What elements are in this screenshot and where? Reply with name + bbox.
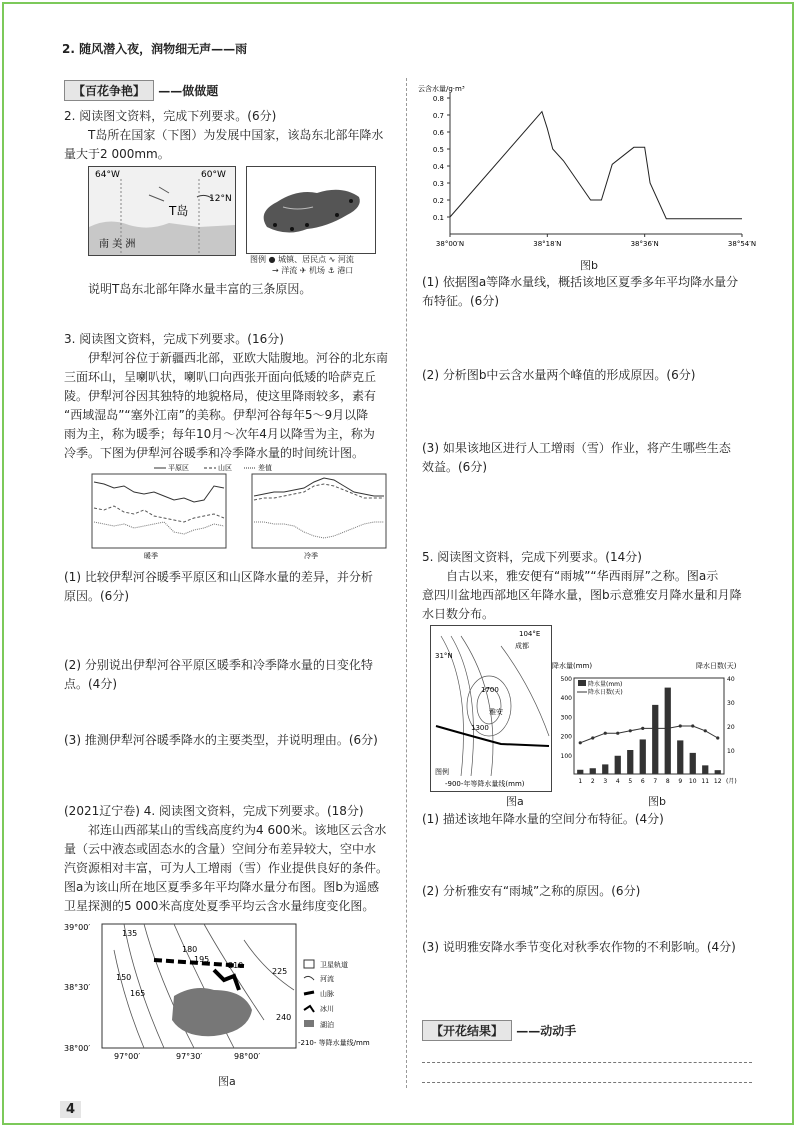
y-axis-label: 降水量(mm)	[552, 662, 593, 670]
legend-mountain: 山区	[218, 464, 232, 472]
y2-axis-label: 降水日数(天)	[696, 662, 737, 670]
q5-figure-a-caption: 图a	[506, 795, 524, 808]
legend-item-river: 河流	[337, 255, 354, 264]
legend-satellite: 卫星轨道	[320, 961, 348, 969]
lat-label: 31°N	[435, 652, 453, 660]
q3-line: 陵。伊犁河谷因其独特的地貌格局，使这里降雨较多，素有	[64, 389, 377, 403]
airport-icon: ✈	[299, 266, 310, 275]
q3-line: 冷季。下图为伊犁河谷暖季和冷季降水量的时间统计图。	[64, 446, 365, 460]
anchor-icon: ⚓	[327, 266, 338, 275]
q4-subquestion-1	[422, 273, 762, 311]
precip-bar	[640, 739, 646, 774]
q3-stem: 3. 阅读图文资料，完成下列要求。(16分)	[64, 332, 284, 346]
legend-lake: 湖泊	[320, 1021, 334, 1029]
precip-bar	[690, 753, 696, 774]
lat-label: 39°00′	[64, 923, 91, 932]
rain-days-point	[716, 736, 719, 739]
section-heading-practice-hands-on	[422, 1020, 576, 1041]
q5-line: 水日数分布。	[422, 607, 495, 621]
y-tick-label: 0.4	[432, 163, 444, 171]
q2-map-legend	[250, 254, 400, 276]
river-icon: ∿	[328, 255, 338, 264]
y2-tick-label: 40	[727, 676, 735, 683]
legend-mountain: 山脉	[320, 990, 334, 998]
y-tick-label: 0.2	[432, 197, 444, 205]
lon-label: 98°00′	[234, 1052, 261, 1060]
section-label: ——动动手	[516, 1024, 577, 1038]
map-label-island: T岛	[169, 204, 189, 218]
precip-bar	[715, 770, 721, 774]
q4-subquestion-2: (2) 分析图b中云含水量两个峰值的形成原因。(6分)	[422, 368, 696, 382]
q3-sub1-line: 原因。(6分)	[64, 589, 129, 603]
q4-precip-map	[64, 920, 404, 1060]
q4-sub1-line: 布特征。(6分)	[422, 294, 499, 308]
q4-line: 量（云中液态或固态水的含量）空间分布差异较大，空中水	[64, 842, 377, 856]
q4-figure-b-caption: 图b	[580, 259, 598, 272]
legend-swatch-precip	[578, 680, 586, 686]
rain-days-point	[629, 729, 632, 732]
q2-question: 说明T岛东北部年降水量丰富的三条原因。	[88, 282, 312, 296]
section-heading-practice	[64, 80, 218, 101]
q4-line: 卫星探测的5 000米高度处夏季平均云含水量纬度变化图。	[64, 899, 375, 913]
q3-line: 雨为主，称为暖季；每年10月～次年4月以降雪为主，称为	[64, 427, 375, 441]
precip-bar	[627, 750, 633, 774]
left-chart-xlabel: 暖季	[144, 552, 158, 560]
y2-tick-label: 20	[727, 724, 735, 731]
month-label: 10	[688, 778, 697, 785]
q5-subquestion-2: (2) 分析雅安有“雨城”之称的原因。(6分)	[422, 884, 641, 898]
city-chengdu: 成都	[515, 642, 529, 650]
q4-stem: (2021辽宁卷) 4. 阅读图文资料，完成下列要求。(18分)	[64, 804, 364, 818]
x-tick-label: 38°18′N	[533, 240, 562, 248]
city-dot-icon: ●	[268, 255, 279, 264]
current-arrow-icon: →	[272, 266, 282, 275]
y-tick-label: 0.5	[432, 146, 444, 154]
precip-bar	[652, 705, 658, 774]
map-label-64w: 64°W	[95, 170, 120, 180]
q4-figure-a-caption: 图a	[218, 1075, 236, 1088]
legend-plain: 平原区	[168, 464, 189, 472]
rain-days-point	[691, 724, 694, 727]
precip-bar	[677, 740, 683, 774]
legend-isohyet: -900-年等降水量线(mm)	[445, 780, 525, 788]
q4-subquestion-3	[422, 439, 762, 477]
isoline-label: 1300	[471, 724, 489, 732]
isoline-label: 210	[228, 961, 244, 970]
section-label: ——做做题	[158, 84, 219, 98]
q5-line: 自古以来，雅安便有“雨城”“华西雨屏”之称。图a示	[446, 569, 719, 583]
q5-figure-b-caption: 图b	[648, 795, 666, 808]
month-label: 8	[665, 778, 670, 785]
month-label: 12	[713, 778, 722, 785]
lon-label: 97°00′	[114, 1052, 141, 1060]
q4-line: 祁连山西部某山的雪线高度约为4 600米。该地区云含水	[88, 823, 387, 837]
question-3	[64, 330, 399, 463]
map-label-60w: 60°W	[201, 170, 226, 180]
month-label: 9	[678, 778, 683, 785]
cloud-water-chart	[414, 82, 764, 257]
x-unit-label: (月)	[726, 778, 737, 785]
question-5	[422, 548, 762, 624]
q5-precip-map	[430, 625, 552, 792]
q3-line: 三面环山，呈喇叭状，喇叭口向西张开面向低矮的哈萨克丘	[64, 370, 377, 384]
q4-sub3-line: 效益。(6分)	[422, 460, 487, 474]
answer-line[interactable]	[422, 1082, 752, 1083]
y-tick-label: 0.6	[432, 129, 444, 137]
q5-subquestion-1: (1) 描述该地年降水量的空间分布特征。(4分)	[422, 812, 664, 826]
month-label: 2	[590, 778, 595, 785]
y-axis-label: 云含水量/g·m³	[418, 85, 465, 93]
legend-item-current: 洋流	[281, 266, 298, 275]
isoline-label: 240	[276, 1013, 292, 1022]
isoline-label: 165	[130, 989, 146, 998]
month-label: 5	[628, 778, 633, 785]
y-tick-label: 0.8	[432, 95, 444, 103]
legend-precip: 降水量(mm)	[588, 681, 623, 688]
precip-bar	[702, 765, 708, 774]
legend-item-town: 城镇、居民点	[278, 255, 327, 264]
isoline-label: 225	[272, 967, 288, 976]
rain-days-point	[579, 741, 582, 744]
y2-tick-label: 10	[727, 748, 735, 755]
yaan-monthly-chart	[552, 658, 752, 793]
q3-sub2-line: 点。(4分)	[64, 677, 117, 691]
legend-river: 河流	[320, 975, 334, 983]
rain-days-point	[666, 727, 669, 730]
question-4	[64, 802, 399, 916]
precip-bar	[615, 756, 621, 774]
rain-days-point	[641, 727, 644, 730]
legend-isohyet: -210- 等降水量线/mm	[298, 1039, 370, 1047]
q5-stem: 5. 阅读图文资料，完成下列要求。(14分)	[422, 550, 642, 564]
legend-glacier: 冰川	[320, 1005, 334, 1013]
q4-line: 图a为该山所在地区夏季多年平均降水量分布图。图b为遥感	[64, 880, 379, 894]
q2-island-map	[246, 166, 376, 254]
column-divider	[406, 78, 407, 1088]
q2-para-cont: 量大于2 000mm。	[64, 147, 170, 161]
rain-days-point	[591, 736, 594, 739]
question-2	[64, 107, 399, 164]
map-label-south-america: 南 美 洲	[99, 239, 136, 250]
section-tag: 【开花结果】	[422, 1020, 512, 1041]
isoline-label: 1700	[481, 686, 499, 694]
y-tick-label: 100	[560, 752, 572, 760]
x-tick-label: 38°36′N	[630, 240, 659, 248]
y-tick-label: 400	[560, 695, 572, 703]
rain-days-point	[604, 732, 607, 735]
precip-bar	[602, 764, 608, 774]
month-label: 1	[578, 778, 583, 785]
q4-sub1-line: (1) 依据图a等降水量线，概括该地区夏季多年平均降水量分	[422, 275, 739, 289]
chapter-header: 2. 随风潜入夜，润物细无声——雨	[62, 42, 248, 56]
q4-line: 汽资源相对丰富，可为人工增雨（雪）作业提供良好的条件。	[64, 861, 389, 875]
isoline-label: 150	[116, 973, 132, 982]
page-number: 4	[60, 1101, 81, 1118]
month-label: 4	[615, 778, 620, 785]
precip-bar	[577, 770, 583, 774]
rain-days-point	[616, 732, 619, 735]
q5-subquestion-3: (3) 说明雅安降水季节变化对秋季农作物的不利影响。(4分)	[422, 940, 736, 954]
cloud-water-line	[450, 112, 742, 219]
legend-title: 图例	[435, 768, 449, 776]
month-label: 6	[640, 778, 645, 785]
x-tick-label: 38°54′N	[727, 240, 757, 248]
legend-title: 图例	[250, 255, 266, 264]
q4-sub3-line: (3) 如果该地区进行人工增雨（雪）作业，将产生哪些生态	[422, 441, 731, 455]
x-tick-label: 38°00′N	[435, 240, 465, 248]
q3-subquestion-1	[64, 568, 399, 606]
y-tick-label: 500	[560, 676, 572, 683]
lon-label: 97°30′	[176, 1052, 203, 1060]
q2-para: T岛所在国家（下图）为发展中国家，该岛东北部年降水	[88, 128, 384, 142]
y-tick-label: 0.3	[432, 180, 444, 188]
q3-sub1-line: (1) 比较伊犁河谷暖季平原区和山区降水量的差异，并分析	[64, 570, 373, 584]
y-tick-label: 0.1	[432, 214, 444, 222]
y-tick-label: 0.7	[432, 112, 444, 120]
q3-sub2-line: (2) 分别说出伊犁河谷平原区暖季和冷季降水量的日变化特	[64, 658, 373, 672]
isoline-label: 195	[194, 955, 210, 964]
q5-line: 意四川盆地西部地区年降水量，图b示意雅安月降水量和月降	[422, 588, 742, 602]
legend-item-airport: 机场	[309, 266, 326, 275]
q3-time-series-charts	[84, 462, 394, 562]
lat-label: 38°30′	[64, 983, 91, 992]
q2-stem: 2. 阅读图文资料，完成下列要求。(6分)	[64, 109, 277, 123]
isoline-label: 180	[182, 945, 198, 954]
isoline-label: 135	[122, 929, 138, 938]
city-yaan: 雅安	[489, 708, 503, 716]
right-chart-xlabel: 冷季	[304, 552, 318, 560]
section-tag: 【百花争艳】	[64, 80, 154, 101]
y-tick-label: 300	[560, 714, 572, 722]
y2-tick-label: 30	[727, 700, 735, 707]
rain-days-point	[679, 724, 682, 727]
legend-days: 降水日数(天)	[588, 689, 623, 696]
precip-bar	[590, 768, 596, 774]
q3-line: 伊犁河谷位于新疆西北部，亚欧大陆腹地。河谷的北东南	[88, 351, 389, 365]
legend-diff: 差值	[258, 464, 272, 472]
month-label: 3	[603, 778, 608, 785]
map-label-12n: 12°N	[209, 194, 232, 204]
month-label: 11	[701, 778, 710, 785]
q3-subquestion-3: (3) 推测伊犁河谷暖季降水的主要类型，并说明理由。(6分)	[64, 733, 378, 747]
rain-days-point	[654, 727, 657, 730]
q3-line: “西域湿岛”“塞外江南”的美称。伊犁河谷每年5～9月以降	[64, 408, 369, 422]
rain-days-point	[704, 729, 707, 732]
month-label: 7	[653, 778, 658, 785]
lon-label: 104°E	[519, 630, 541, 638]
q2-locator-map	[88, 166, 236, 256]
answer-line[interactable]	[422, 1062, 752, 1063]
lat-label: 38°00′	[64, 1044, 91, 1053]
legend-item-port: 港口	[337, 266, 354, 275]
rain-days-line	[580, 726, 718, 743]
y-tick-label: 200	[560, 733, 572, 741]
q3-subquestion-2	[64, 656, 399, 694]
precip-bar	[665, 688, 671, 774]
